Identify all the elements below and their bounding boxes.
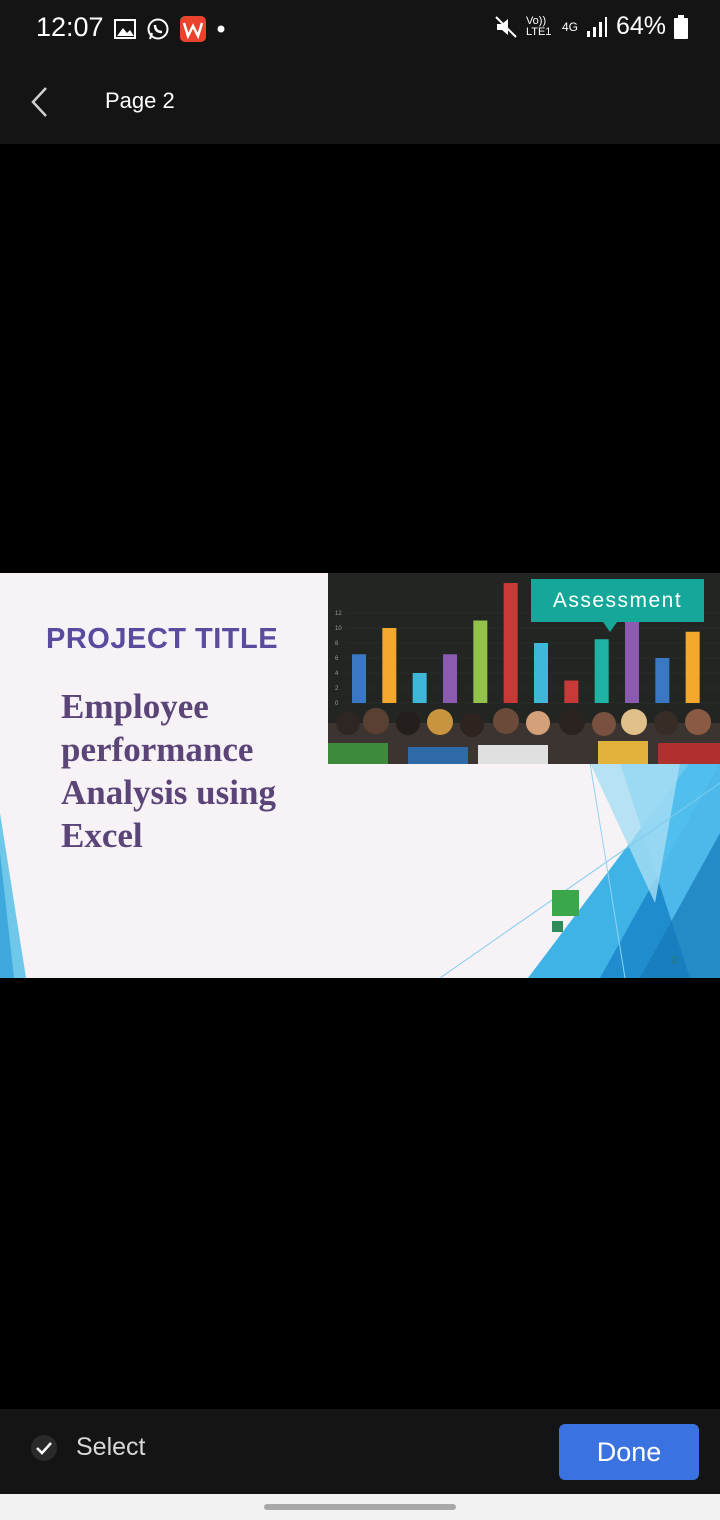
- chart-bar: [443, 654, 457, 703]
- green-square-small: [552, 921, 563, 932]
- assessment-chart-image: [328, 573, 720, 764]
- network-type-label: 4G: [561, 19, 578, 34]
- more-notifications-dot-icon: [216, 24, 226, 34]
- chart-bar: [352, 654, 366, 703]
- page-title: Page 2: [105, 88, 175, 113]
- project-description: Employee performance Analysis using Excel: [61, 687, 276, 855]
- green-square-large: [552, 890, 579, 916]
- chart-y-tick: 8: [335, 641, 339, 647]
- chart-bar: [564, 681, 578, 704]
- chart-bar: [473, 621, 487, 704]
- status-time: 12:07: [36, 12, 104, 42]
- chart-y-tick: 10: [335, 626, 342, 632]
- assessment-badge: Assessment: [531, 579, 704, 622]
- slide-page-number: 2: [672, 955, 678, 965]
- select-label: Select: [76, 1433, 146, 1461]
- wps-office-icon: [180, 16, 206, 42]
- chart-bar: [655, 658, 669, 703]
- slide-preview[interactable]: [0, 573, 720, 978]
- bottom-action-bar: [0, 1409, 720, 1494]
- chart-bar: [595, 639, 609, 703]
- volte-indicator: Vo)) LTE1: [525, 14, 552, 38]
- notification-icons: [114, 16, 226, 42]
- battery-percentage: 64%: [615, 12, 666, 40]
- status-right-group: [494, 12, 688, 41]
- home-gesture-pill[interactable]: [264, 1504, 456, 1510]
- chart-bar: [382, 628, 396, 703]
- app-bar: [0, 58, 720, 144]
- chart-y-tick: 6: [335, 656, 339, 662]
- chart-y-tick: 0: [335, 701, 339, 707]
- chart-y-tick: 12: [335, 611, 342, 617]
- chart-y-tick: 4: [335, 671, 339, 677]
- chart-bar: [625, 613, 639, 703]
- gesture-nav-area: [0, 1494, 720, 1520]
- mute-icon: [494, 15, 518, 39]
- done-button[interactable]: Done: [559, 1424, 699, 1480]
- battery-icon: [674, 15, 688, 39]
- chart-bar: [413, 673, 427, 703]
- signal-icon: [586, 16, 608, 38]
- assessment-badge-pointer: [603, 622, 617, 632]
- select-button[interactable]: [30, 1433, 145, 1462]
- back-arrow-icon[interactable]: [22, 80, 62, 124]
- project-title-heading: PROJECT TITLE: [46, 623, 279, 655]
- status-bar: [0, 0, 720, 58]
- chart-bar: [504, 583, 518, 703]
- chart-bar: [534, 643, 548, 703]
- checkmark-icon: [30, 1434, 58, 1462]
- chart-bar: [686, 632, 700, 703]
- chart-y-tick: 2: [335, 686, 339, 692]
- whatsapp-icon: [146, 17, 170, 41]
- gallery-icon: [114, 19, 136, 39]
